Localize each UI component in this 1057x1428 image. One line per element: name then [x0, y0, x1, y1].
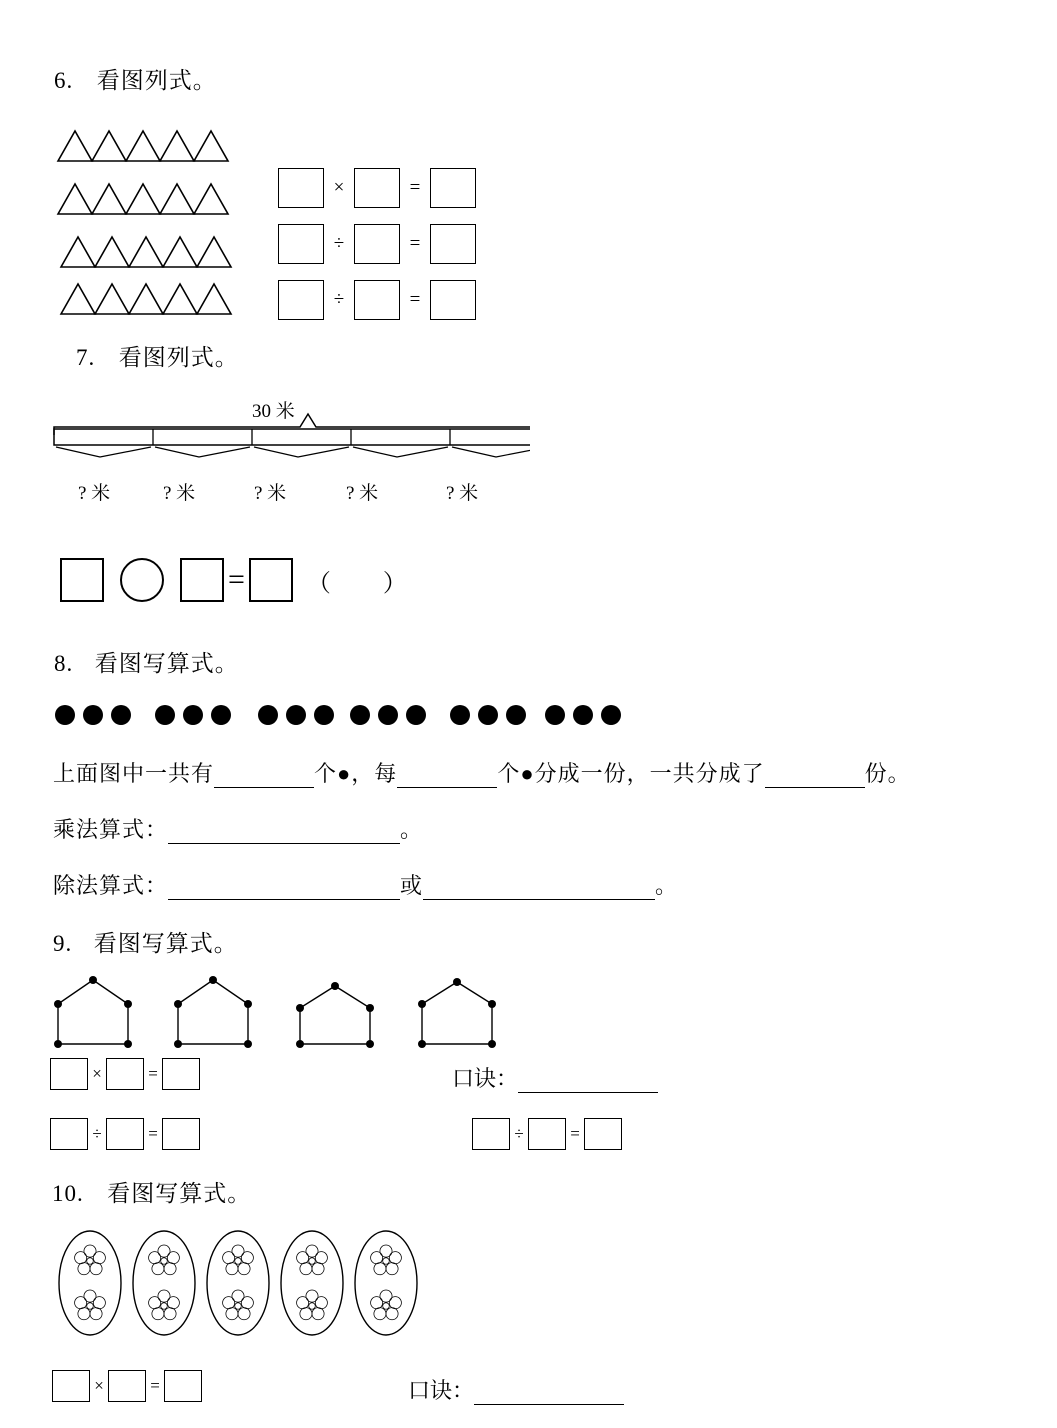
house-3 — [290, 980, 380, 1058]
q10-kou-line — [408, 1374, 624, 1405]
dot — [450, 705, 470, 725]
question-10-title: 看图写算式。 — [107, 1181, 252, 1206]
question-7-title: 看图列式。 — [118, 345, 239, 370]
q7-answer-square-1[interactable] — [60, 558, 104, 602]
q9-answer-box-3b[interactable] — [528, 1118, 566, 1150]
q8-multiplication-line — [53, 813, 423, 844]
q9-operator-divide-2: ÷ — [92, 1124, 102, 1143]
dot — [601, 705, 621, 725]
q9-answer-box-2b[interactable] — [106, 1118, 144, 1150]
q7-segment-label-5: ? 米 — [446, 483, 479, 504]
house-4 — [412, 974, 502, 1052]
q10-answer-box-1b[interactable] — [108, 1370, 146, 1402]
q8-multiplication-label: 乘法算式： — [53, 817, 169, 842]
q9-answer-box-2c[interactable] — [162, 1118, 200, 1150]
q8-multiplication-blank[interactable] — [168, 821, 400, 844]
q9-answer-box-1a[interactable] — [50, 1058, 88, 1090]
q7-answer-square-3[interactable] — [249, 558, 293, 602]
house-1 — [48, 972, 138, 1050]
q7-paren-left: （ — [306, 570, 331, 597]
q8-sentence-part-4: 份。 — [864, 761, 911, 786]
question-10-number: 10. — [52, 1181, 84, 1206]
q9-equation-row-1 — [50, 1058, 200, 1090]
q7-segment-label-4: ? 米 — [346, 483, 379, 504]
q8-division-label: 除法算式： — [53, 873, 169, 898]
q9-answer-box-1b[interactable] — [106, 1058, 144, 1090]
q6-answer-box-3c[interactable] — [430, 280, 476, 320]
q8-division-line — [53, 869, 678, 900]
q6-answer-box-1a[interactable] — [278, 168, 324, 208]
dot-group-4 — [350, 705, 426, 725]
q6-operator-equals-1: = — [409, 177, 421, 198]
dot — [573, 705, 593, 725]
q10-operator-equals: = — [150, 1376, 160, 1395]
q9-answer-box-3a[interactable] — [472, 1118, 510, 1150]
q6-answer-box-1b[interactable] — [354, 168, 400, 208]
dot-group-2 — [155, 705, 231, 725]
q6-operator-divide-3: ÷ — [333, 289, 345, 310]
q8-blank-1[interactable] — [214, 765, 314, 788]
q8-blank-2[interactable] — [397, 765, 497, 788]
triangle-row-2 — [55, 178, 235, 218]
q6-equation-row-3 — [278, 280, 476, 320]
question-8-title: 看图写算式。 — [94, 651, 239, 676]
question-8-heading — [54, 645, 239, 678]
q9-operator-equals-3: = — [570, 1124, 580, 1143]
triangle-row-3 — [58, 231, 238, 271]
dot — [111, 705, 131, 725]
q9-equation-row-3 — [472, 1118, 622, 1150]
q10-operator-multiply: × — [94, 1376, 104, 1395]
q9-equation-row-2 — [50, 1118, 200, 1150]
dot — [478, 705, 498, 725]
dot — [211, 705, 231, 725]
dot — [350, 705, 370, 725]
dot-group-5 — [450, 705, 526, 725]
q10-answer-box-1a[interactable] — [52, 1370, 90, 1402]
q7-operator-circle[interactable] — [120, 558, 164, 602]
flower-ovals — [52, 1228, 422, 1338]
q6-operator-multiply: × — [333, 177, 345, 198]
question-9-title: 看图写算式。 — [93, 931, 238, 956]
q9-kou-blank[interactable] — [518, 1070, 658, 1093]
q8-multiplication-tail: 。 — [400, 817, 424, 842]
q6-operator-divide-2: ÷ — [333, 233, 345, 254]
q8-sentence-part-3: 个●分成一份，一共分成了 — [497, 761, 765, 786]
q6-operator-equals-3: = — [409, 289, 421, 310]
dot-group-3 — [258, 705, 334, 725]
question-6-heading — [54, 62, 217, 95]
q7-segment-label-1: ? 米 — [78, 483, 111, 504]
q8-blank-3[interactable] — [765, 765, 865, 788]
dot — [83, 705, 103, 725]
q9-answer-box-1c[interactable] — [162, 1058, 200, 1090]
q6-answer-box-3a[interactable] — [278, 280, 324, 320]
dot — [55, 705, 75, 725]
q6-answer-box-3b[interactable] — [354, 280, 400, 320]
dot-group-1 — [55, 705, 131, 725]
q9-operator-multiply: × — [92, 1064, 102, 1083]
dot — [545, 705, 565, 725]
q9-operator-equals-2: = — [148, 1124, 158, 1143]
q6-equation-row-2 — [278, 224, 476, 264]
q9-operator-divide-3: ÷ — [514, 1124, 524, 1143]
dot — [155, 705, 175, 725]
triangle-row-4 — [58, 278, 238, 318]
q6-answer-box-2c[interactable] — [430, 224, 476, 264]
dot — [183, 705, 203, 725]
q8-division-blank-1[interactable] — [168, 877, 400, 900]
q7-segment-label-3: ? 米 — [254, 483, 287, 504]
dot — [378, 705, 398, 725]
question-7-heading — [76, 339, 239, 372]
q7-paren-right: ） — [382, 570, 407, 597]
question-9-number: 9. — [53, 931, 73, 956]
q10-answer-box-1c[interactable] — [164, 1370, 202, 1402]
dot-group-6 — [545, 705, 621, 725]
q8-sentence-part-2: 个●，每 — [314, 761, 398, 786]
q6-answer-box-2b[interactable] — [354, 224, 400, 264]
q8-sentence-part-1: 上面图中一共有 — [53, 761, 215, 786]
q7-equals-sign: = — [228, 563, 245, 596]
dot — [406, 705, 426, 725]
q7-answer-row — [60, 558, 407, 602]
q8-division-tail: 。 — [655, 873, 679, 898]
q9-answer-box-2a[interactable] — [50, 1118, 88, 1150]
q10-equation-row-1 — [52, 1370, 202, 1402]
q9-answer-box-3c[interactable] — [584, 1118, 622, 1150]
dot — [258, 705, 278, 725]
dot — [314, 705, 334, 725]
question-10-heading — [52, 1175, 251, 1208]
question-9-heading — [53, 925, 238, 958]
question-7-number: 7. — [76, 345, 96, 370]
q7-answer-square-2[interactable] — [180, 558, 224, 602]
q7-bracket-label: 30 米 — [252, 401, 295, 422]
question-6-title: 看图列式。 — [96, 68, 217, 93]
q6-answer-box-2a[interactable] — [278, 224, 324, 264]
house-2 — [168, 972, 258, 1050]
triangle-row-1 — [55, 125, 235, 165]
dot — [506, 705, 526, 725]
q9-operator-equals-1: = — [148, 1064, 158, 1083]
q7-segment-label-2: ? 米 — [163, 483, 196, 504]
q8-sentence — [53, 757, 911, 788]
q10-kou-blank[interactable] — [474, 1382, 624, 1405]
q9-kou-line — [452, 1062, 658, 1093]
q6-equation-row-1 — [278, 168, 476, 208]
dot — [286, 705, 306, 725]
q10-kou-label: 口诀： — [408, 1378, 475, 1403]
q8-division-mid: 或 — [400, 873, 424, 898]
question-6-number: 6. — [54, 68, 74, 93]
q6-answer-box-1c[interactable] — [430, 168, 476, 208]
q8-division-blank-2[interactable] — [423, 877, 655, 900]
q6-operator-equals-2: = — [409, 233, 421, 254]
question-8-number: 8. — [54, 651, 74, 676]
q9-kou-label: 口诀： — [452, 1066, 519, 1091]
